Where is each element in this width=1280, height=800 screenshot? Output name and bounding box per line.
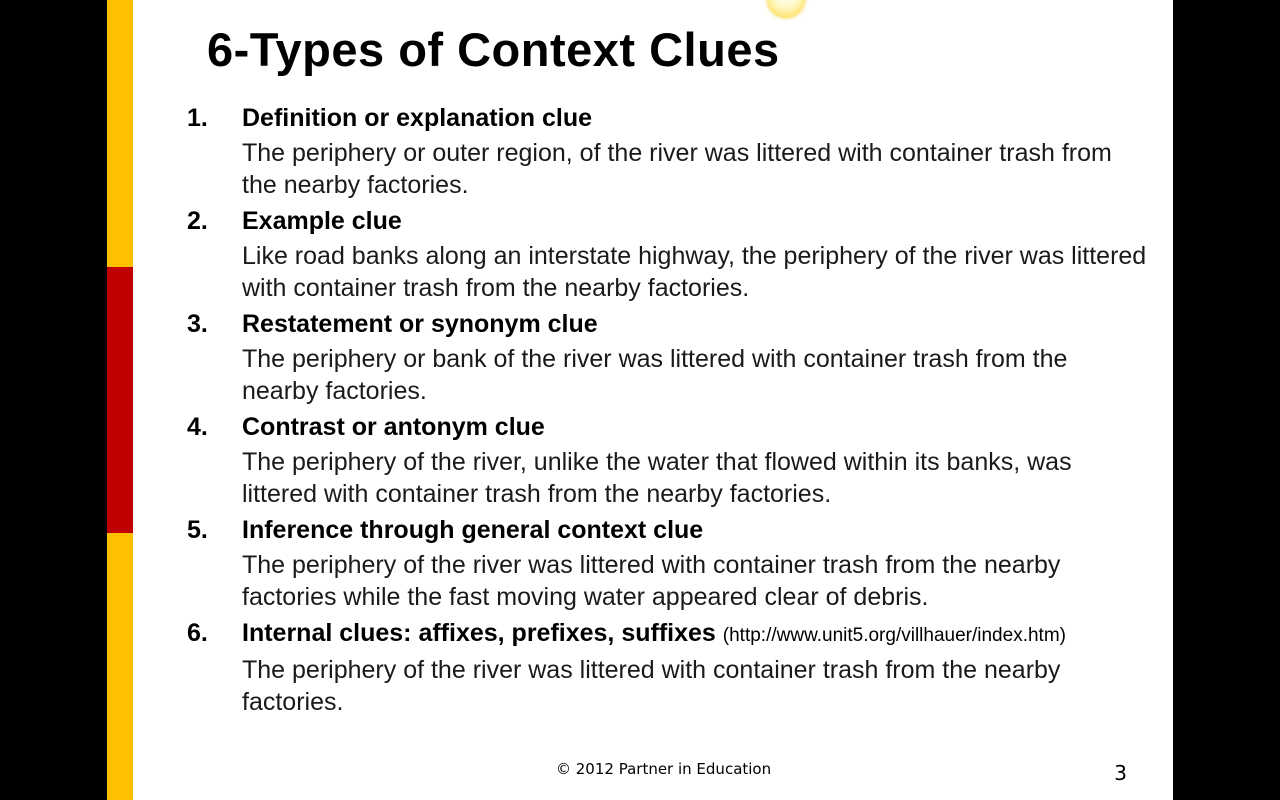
item-heading: [242, 102, 1147, 135]
list-item: [187, 308, 1147, 407]
item-heading-text: Example clue: [242, 207, 402, 235]
item-example: The periphery of the river, unlike the water that flowed within its banks, was littered with container trash from the nearby factories.: [242, 448, 1072, 508]
list-item: [187, 411, 1147, 510]
page-number: 3: [1114, 761, 1127, 785]
item-heading-text: Inference through general context clue: [242, 516, 704, 544]
item-heading: [242, 514, 1147, 547]
item-heading-text: Internal clues: affixes, prefixes, suffixes: [242, 619, 716, 647]
item-heading: [242, 308, 1147, 341]
list-item: [187, 514, 1147, 613]
item-example: The periphery or outer region, of the river was littered with container trash from the nearby factories.: [242, 139, 1112, 199]
item-heading: [242, 205, 1147, 238]
slide: [107, 0, 1173, 800]
item-number: 3.: [187, 310, 208, 338]
source-url: (http://www.unit5.org/villhauer/index.htm): [722, 625, 1066, 646]
accent-bar-red: [107, 267, 133, 533]
item-heading: [242, 411, 1147, 444]
item-heading-text: Restatement or synonym clue: [242, 310, 598, 338]
item-number: 4.: [187, 413, 208, 441]
item-number: 1.: [187, 104, 208, 132]
item-number: 6.: [187, 619, 208, 647]
item-heading-text: Definition or explanation clue: [242, 104, 593, 132]
accent-bar-yellow-bottom: [107, 533, 133, 800]
item-example: The periphery of the river was littered with container trash from the nearby factories while the fast moving water appeared clear of debris.: [242, 551, 1061, 611]
list-item: [187, 205, 1147, 304]
item-example: The periphery of the river was littered with container trash from the nearby factories.: [242, 656, 1061, 716]
list-item: [187, 102, 1147, 201]
slide-title: 6-Types of Context Clues: [207, 23, 780, 76]
item-heading: [242, 617, 1147, 652]
item-heading-text: Contrast or antonym clue: [242, 413, 545, 441]
footer-copyright: © 2012 Partner in Education: [556, 760, 772, 778]
list-item: [187, 617, 1147, 718]
item-example: The periphery or bank of the river was littered with container trash from the nearby factories.: [242, 345, 1068, 405]
accent-bar-yellow-top: [107, 0, 133, 267]
item-number: 5.: [187, 516, 208, 544]
clue-list: [187, 102, 1147, 722]
item-number: 2.: [187, 207, 208, 235]
item-example: Like road banks along an interstate highway, the periphery of the river was littered with container trash from the nearby factories.: [242, 242, 1147, 302]
sun-decoration-icon: [767, 0, 805, 18]
